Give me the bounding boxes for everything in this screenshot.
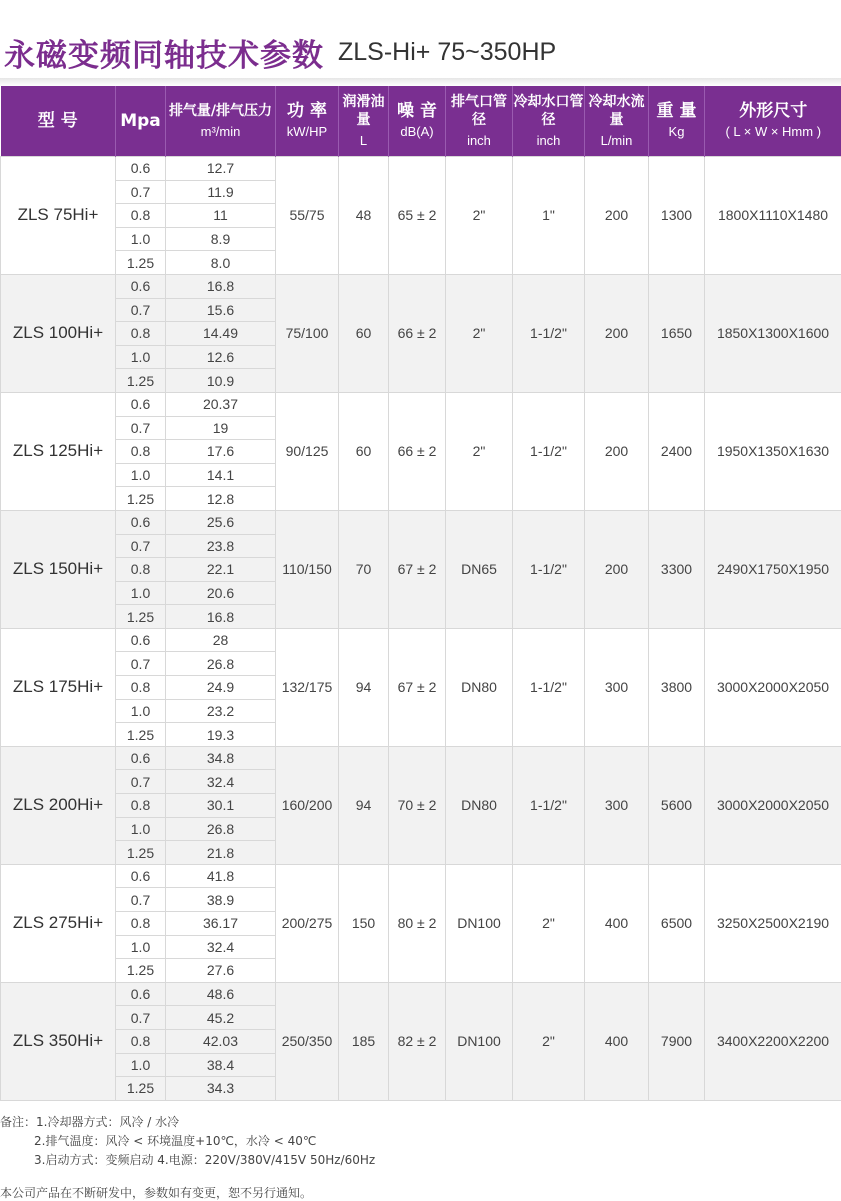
model-cell: ZLS 125Hi+ [1,392,116,510]
pressure-cell: 0.8 [116,1029,166,1053]
power-cell: 250/350 [276,982,339,1100]
title-divider [0,78,841,86]
table-body [1,157,841,1101]
flow-cell: 19 [166,416,276,440]
power-cell: 132/175 [276,628,339,746]
weight-cell: 3800 [649,628,705,746]
dimensions-cell: 1950X1350X1630 [705,392,841,510]
model-cell: ZLS 175Hi+ [1,628,116,746]
pressure-cell: 0.7 [116,1006,166,1030]
header-oil: 润滑油量 L [339,86,389,157]
flow-cell: 16.8 [166,605,276,629]
water-pipe-cell: 1-1/2" [513,510,585,628]
pressure-cell: 1.25 [116,959,166,983]
water-flow-cell: 300 [585,628,649,746]
header-model: 型 号 [1,86,116,157]
pressure-cell: 0.8 [116,676,166,700]
pressure-cell: 0.8 [116,912,166,936]
water-flow-cell: 200 [585,274,649,392]
flow-cell: 14.49 [166,322,276,346]
noise-cell: 65 ± 2 [389,157,446,275]
table-row [1,157,841,181]
dimensions-cell: 3000X2000X2050 [705,628,841,746]
pressure-cell: 0.7 [116,416,166,440]
table-row [1,274,841,298]
pressure-cell: 0.7 [116,888,166,912]
power-cell: 90/125 [276,392,339,510]
pressure-cell: 1.25 [116,1077,166,1101]
power-cell: 75/100 [276,274,339,392]
flow-cell: 30.1 [166,794,276,818]
noise-cell: 67 ± 2 [389,628,446,746]
header-water-pipe: 冷却水口管径 inch [513,86,585,157]
model-cell: ZLS 100Hi+ [1,274,116,392]
weight-cell: 1650 [649,274,705,392]
pressure-cell: 0.6 [116,746,166,770]
table-row [1,982,841,1006]
table-row [1,864,841,888]
water-flow-cell: 200 [585,157,649,275]
flow-cell: 38.9 [166,888,276,912]
pressure-cell: 1.0 [116,1053,166,1077]
pressure-cell: 0.6 [116,157,166,181]
water-pipe-cell: 2" [513,864,585,982]
pressure-cell: 0.8 [116,794,166,818]
model-cell: ZLS 350Hi+ [1,982,116,1100]
weight-cell: 3300 [649,510,705,628]
dimensions-cell: 3400X2200X2200 [705,982,841,1100]
pressure-cell: 1.0 [116,699,166,723]
pressure-cell: 1.0 [116,463,166,487]
pressure-cell: 0.6 [116,392,166,416]
power-cell: 110/150 [276,510,339,628]
flow-cell: 34.8 [166,746,276,770]
model-cell: ZLS 200Hi+ [1,746,116,864]
pressure-cell: 1.0 [116,227,166,251]
header-water-flow: 冷却水流量 L/min [585,86,649,157]
pressure-cell: 1.25 [116,369,166,393]
table-row [1,628,841,652]
header-dimensions: 外形尺寸 ( L × W × Hmm ) [705,86,841,157]
header-noise: 噪 音 dB(A) [389,86,446,157]
pressure-cell: 0.7 [116,770,166,794]
noise-cell: 82 ± 2 [389,982,446,1100]
flow-cell: 23.8 [166,534,276,558]
pressure-cell: 1.25 [116,251,166,275]
pressure-cell: 1.0 [116,935,166,959]
pressure-cell: 0.6 [116,628,166,652]
oil-cell: 70 [339,510,389,628]
oil-cell: 94 [339,746,389,864]
pressure-cell: 1.0 [116,581,166,605]
power-cell: 55/75 [276,157,339,275]
flow-cell: 32.4 [166,935,276,959]
noise-cell: 67 ± 2 [389,510,446,628]
flow-cell: 34.3 [166,1077,276,1101]
oil-cell: 150 [339,864,389,982]
flow-cell: 20.6 [166,581,276,605]
noise-cell: 66 ± 2 [389,274,446,392]
flow-cell: 22.1 [166,558,276,582]
flow-cell: 48.6 [166,982,276,1006]
flow-cell: 17.6 [166,440,276,464]
oil-cell: 185 [339,982,389,1100]
pressure-cell: 1.0 [116,817,166,841]
weight-cell: 7900 [649,982,705,1100]
table-row [1,510,841,534]
pressure-cell: 0.6 [116,274,166,298]
flow-cell: 16.8 [166,274,276,298]
flow-cell: 10.9 [166,369,276,393]
pressure-cell: 0.8 [116,204,166,228]
pressure-cell: 1.25 [116,723,166,747]
flow-cell: 19.3 [166,723,276,747]
water-pipe-cell: 1" [513,157,585,275]
oil-cell: 60 [339,274,389,392]
flow-cell: 32.4 [166,770,276,794]
water-pipe-cell: 1-1/2" [513,746,585,864]
water-flow-cell: 200 [585,510,649,628]
flow-cell: 36.17 [166,912,276,936]
pressure-cell: 0.8 [116,440,166,464]
page-title [4,30,556,70]
dimensions-cell: 3000X2000X2050 [705,746,841,864]
flow-cell: 15.6 [166,298,276,322]
model-cell: ZLS 275Hi+ [1,864,116,982]
pressure-cell: 0.8 [116,322,166,346]
outlet-cell: 2" [446,274,513,392]
weight-cell: 2400 [649,392,705,510]
flow-cell: 14.1 [166,463,276,487]
outlet-cell: DN100 [446,864,513,982]
water-flow-cell: 300 [585,746,649,864]
outlet-cell: 2" [446,392,513,510]
water-pipe-cell: 1-1/2" [513,628,585,746]
power-cell: 200/275 [276,864,339,982]
dimensions-cell: 3250X2500X2190 [705,864,841,982]
pressure-cell: 0.6 [116,864,166,888]
header-flow-pressure: 排气量/排气压力 m³/min [166,86,276,157]
flow-cell: 25.6 [166,510,276,534]
pressure-cell: 0.7 [116,180,166,204]
spec-table [0,86,841,1101]
flow-cell: 20.37 [166,392,276,416]
flow-cell: 42.03 [166,1029,276,1053]
table-header-row [1,86,841,157]
flow-cell: 8.9 [166,227,276,251]
title-chinese: 永磁变频同轴技术参数 [4,38,324,74]
header-power: 功 率 kW/HP [276,86,339,157]
flow-cell: 45.2 [166,1006,276,1030]
water-flow-cell: 400 [585,864,649,982]
flow-cell: 12.6 [166,345,276,369]
flow-cell: 12.8 [166,487,276,511]
pressure-cell: 1.25 [116,605,166,629]
dimensions-cell: 2490X1750X1950 [705,510,841,628]
flow-cell: 8.0 [166,251,276,275]
weight-cell: 6500 [649,864,705,982]
noise-cell: 66 ± 2 [389,392,446,510]
pressure-cell: 0.7 [116,298,166,322]
outlet-cell: DN65 [446,510,513,628]
water-pipe-cell: 1-1/2" [513,392,585,510]
flow-cell: 26.8 [166,652,276,676]
header-weight: 重 量 Kg [649,86,705,157]
power-cell: 160/200 [276,746,339,864]
model-cell: ZLS 150Hi+ [1,510,116,628]
outlet-cell: DN100 [446,982,513,1100]
water-pipe-cell: 2" [513,982,585,1100]
dimensions-cell: 1800X1110X1480 [705,157,841,275]
outlet-cell: DN80 [446,628,513,746]
header-outlet: 排气口管径 inch [446,86,513,157]
note-line-2: 2.排气温度：风冷 < 环境温度+10℃，水冷 < 40℃ [0,1132,375,1151]
pressure-cell: 1.0 [116,345,166,369]
pressure-cell: 1.25 [116,487,166,511]
oil-cell: 60 [339,392,389,510]
notes [0,1113,375,1170]
flow-cell: 23.2 [166,699,276,723]
pressure-cell: 0.8 [116,558,166,582]
noise-cell: 80 ± 2 [389,864,446,982]
pressure-cell: 0.7 [116,652,166,676]
note-line-1: 备注：1.冷却器方式：风冷 / 水冷 [0,1113,375,1132]
flow-cell: 27.6 [166,959,276,983]
water-flow-cell: 400 [585,982,649,1100]
flow-cell: 12.7 [166,157,276,181]
footer-disclaimer: 本公司产品在不断研发中，参数如有变更，恕不另行通知。 [0,1184,312,1201]
flow-cell: 11.9 [166,180,276,204]
table-row [1,392,841,416]
model-cell: ZLS 75Hi+ [1,157,116,275]
header-mpa: Mpa [116,86,166,157]
outlet-cell: DN80 [446,746,513,864]
flow-cell: 11 [166,204,276,228]
pressure-cell: 1.25 [116,841,166,865]
dimensions-cell: 1850X1300X1600 [705,274,841,392]
weight-cell: 1300 [649,157,705,275]
flow-cell: 21.8 [166,841,276,865]
outlet-cell: 2" [446,157,513,275]
water-flow-cell: 200 [585,392,649,510]
water-pipe-cell: 1-1/2" [513,274,585,392]
flow-cell: 28 [166,628,276,652]
weight-cell: 5600 [649,746,705,864]
oil-cell: 94 [339,628,389,746]
note-line-3: 3.启动方式：变频启动 4.电源：220V/380V/415V 50Hz/60Hz [0,1151,375,1170]
flow-cell: 38.4 [166,1053,276,1077]
title-series: ZLS-Hi+ 75~350HP [338,38,556,66]
flow-cell: 41.8 [166,864,276,888]
pressure-cell: 0.6 [116,510,166,534]
flow-cell: 26.8 [166,817,276,841]
table-row [1,746,841,770]
pressure-cell: 0.7 [116,534,166,558]
oil-cell: 48 [339,157,389,275]
noise-cell: 70 ± 2 [389,746,446,864]
pressure-cell: 0.6 [116,982,166,1006]
flow-cell: 24.9 [166,676,276,700]
